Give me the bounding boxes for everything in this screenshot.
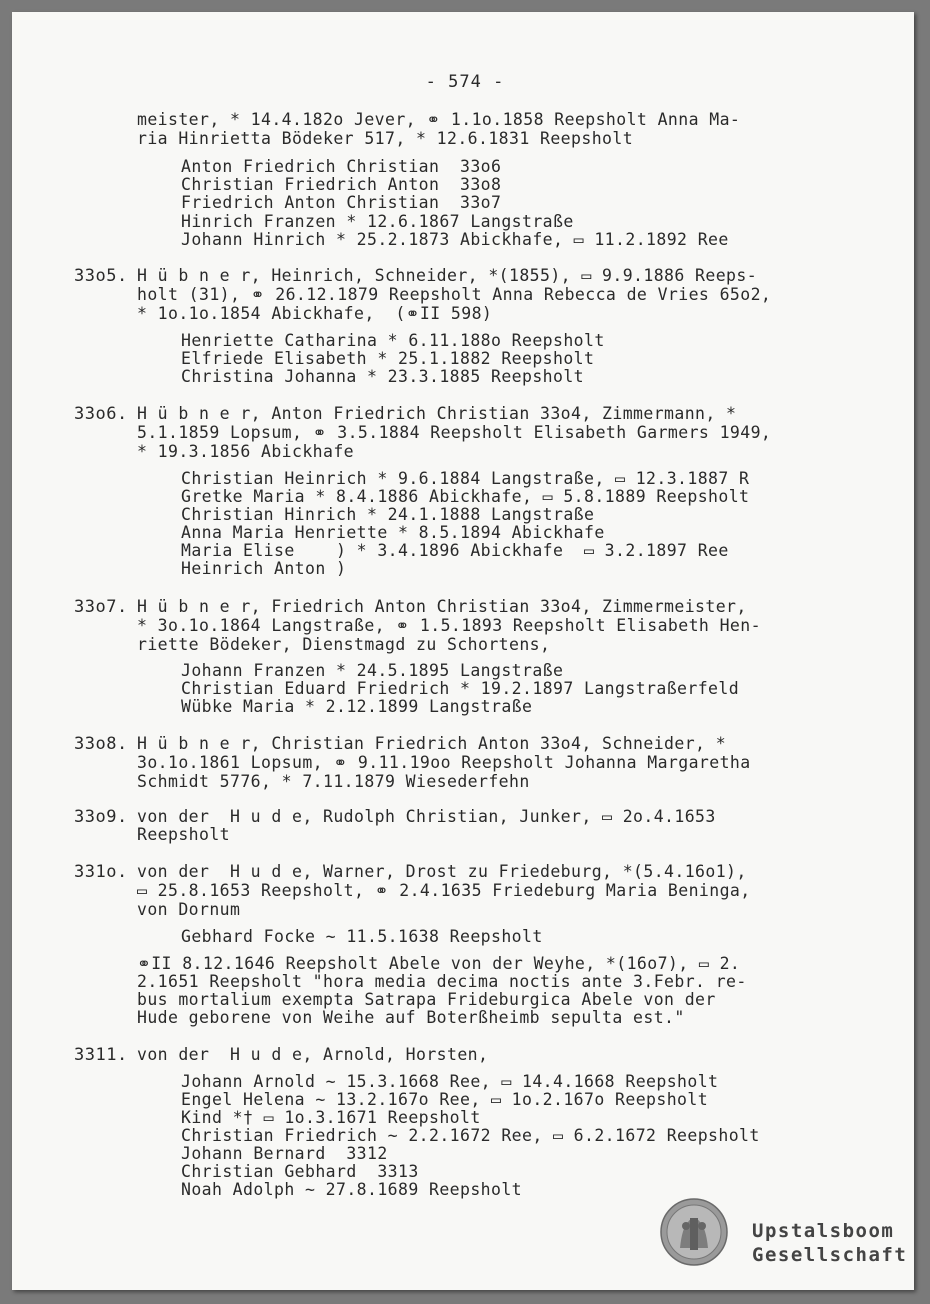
intro-line: meister, * 14.4.182o Jever, ⚭ 1.1o.1858 Reepsholt Anna Ma- (137, 110, 741, 129)
entry-line: * 19.3.1856 Abickhafe (137, 442, 355, 461)
seal-logo-icon (660, 1198, 728, 1266)
child-line: Johann Hinrich * 25.2.1873 Abickhafe, ▭ 11.2.1892 Ree (181, 230, 729, 249)
entry-line: H ü b n e r, Christian Friedrich Anton 33o4, Schneider, * (137, 734, 727, 753)
entry-line: von Dornum (137, 900, 241, 919)
entry-line: holt (31), ⚭ 26.12.1879 Reepsholt Anna Rebecca de Vries 65o2, (137, 285, 772, 304)
note-line: ⚭II 8.12.1646 Reepsholt Abele von der Weyhe, *(16o7), ▭ 2. (137, 954, 741, 973)
entry-number: 331o. (74, 862, 128, 882)
entry-line: * 3o.1o.1864 Langstraße, ⚭ 1.5.1893 Reepsholt Elisabeth Hen- (137, 616, 761, 635)
child-line: Noah Adolph ~ 27.8.1689 Reepsholt (181, 1180, 523, 1199)
entry-line: H ü b n e r, Anton Friedrich Christian 33o4, Zimmermann, * (137, 404, 737, 423)
entry-number: 33o9. (74, 807, 128, 827)
entry-line: 5.1.1859 Lopsum, ⚭ 3.5.1884 Reepsholt Elisabeth Garmers 1949, (137, 423, 772, 442)
entry-line: ▭ 25.8.1653 Reepsholt, ⚭ 2.4.1635 Friedeburg Maria Beninga, (137, 881, 751, 900)
child-line: Gebhard Focke ~ 11.5.1638 Reepsholt (181, 927, 543, 946)
entry-number: 33o6. (74, 404, 128, 424)
entry-line: riette Bödeker, Dienstmagd zu Schortens, (137, 635, 551, 654)
child-line: Christian Gebhard 3313 (181, 1162, 419, 1181)
child-line: Anton Friedrich Christian 33o6 (181, 157, 502, 176)
logo-text-line2: Gesellschaft (752, 1244, 908, 1266)
entry-line: von der H u d e, Arnold, Horsten, (137, 1045, 489, 1064)
entry-line: * 1o.1o.1854 Abickhafe, (⚭II 598) (137, 304, 493, 323)
entry-line: H ü b n e r, Heinrich, Schneider, *(1855), ▭ 9.9.1886 Reeps- (137, 266, 758, 285)
entry-number: 33o8. (74, 734, 128, 754)
child-line: Christina Johanna * 23.3.1885 Reepsholt (181, 367, 585, 386)
child-line: Engel Helena ~ 13.2.167o Ree, ▭ 1o.2.167o Reepsholt (181, 1090, 709, 1109)
child-line: Christian Friedrich Anton 33o8 (181, 175, 502, 194)
child-line: Johann Bernard 3312 (181, 1144, 388, 1163)
child-line: Christian Heinrich * 9.6.1884 Langstraße, ▭ 12.3.1887 R (181, 469, 750, 488)
child-line: Christian Eduard Friedrich * 19.2.1897 Langstraßerfeld (181, 679, 740, 698)
entry-line: von der H u d e, Warner, Drost zu Friedeburg, *(5.4.16o1), (137, 862, 747, 881)
entry-line: 3o.1o.1861 Lopsum, ⚭ 9.11.19oo Reepsholt Johanna Margaretha (137, 753, 751, 772)
child-line: Maria Elise ) * 3.4.1896 Abickhafe ▭ 3.2.1897 Ree (181, 541, 729, 560)
entry-number: 33o5. (74, 266, 128, 286)
child-line: Henriette Catharina * 6.11.188o Reepsholt (181, 331, 605, 350)
child-line: Heinrich Anton ) (181, 559, 347, 578)
entry-number: 33o7. (74, 597, 128, 617)
note-line: Hude geborene von Weihe auf Boterßheimb sepulta est." (137, 1008, 685, 1027)
entry-number: 3311. (74, 1045, 128, 1065)
entry-line: Schmidt 5776, * 7.11.1879 Wiesederfehn (137, 772, 530, 791)
child-line: Johann Franzen * 24.5.1895 Langstraße (181, 661, 564, 680)
entry-line: Reepsholt (137, 825, 231, 844)
child-line: Christian Hinrich * 24.1.1888 Langstraße (181, 505, 595, 524)
note-line: 2.1651 Reepsholt "hora media decima noctis ante 3.Febr. re- (137, 972, 747, 991)
child-line: Elfriede Elisabeth * 25.1.1882 Reepsholt (181, 349, 595, 368)
logo-text-line1: Upstalsboom (752, 1220, 895, 1242)
child-line: Wübke Maria * 2.12.1899 Langstraße (181, 697, 533, 716)
child-line: Gretke Maria * 8.4.1886 Abickhafe, ▭ 5.8.1889 Reepsholt (181, 487, 750, 506)
entry-line: H ü b n e r, Friedrich Anton Christian 33o4, Zimmermeister, (137, 597, 747, 616)
child-line: Christian Friedrich ~ 2.2.1672 Ree, ▭ 6.2.1672 Reepsholt (181, 1126, 760, 1145)
intro-line: ria Hinrietta Bödeker 517, * 12.6.1831 Reepsholt (137, 129, 634, 148)
child-line: Anna Maria Henriette * 8.5.1894 Abickhafe (181, 523, 605, 542)
child-line: Kind *† ▭ 1o.3.1671 Reepsholt (181, 1108, 481, 1127)
child-line: Johann Arnold ~ 15.3.1668 Ree, ▭ 14.4.1668 Reepsholt (181, 1072, 719, 1091)
note-line: bus mortalium exempta Satrapa Frideburgica Abele von der (137, 990, 716, 1009)
entry-line: von der H u d e, Rudolph Christian, Junker, ▭ 2o.4.1653 (137, 807, 716, 826)
child-line: Hinrich Franzen * 12.6.1867 Langstraße (181, 212, 574, 231)
child-line: Friedrich Anton Christian 33o7 (181, 193, 502, 212)
page-number: - 574 - (425, 72, 505, 92)
